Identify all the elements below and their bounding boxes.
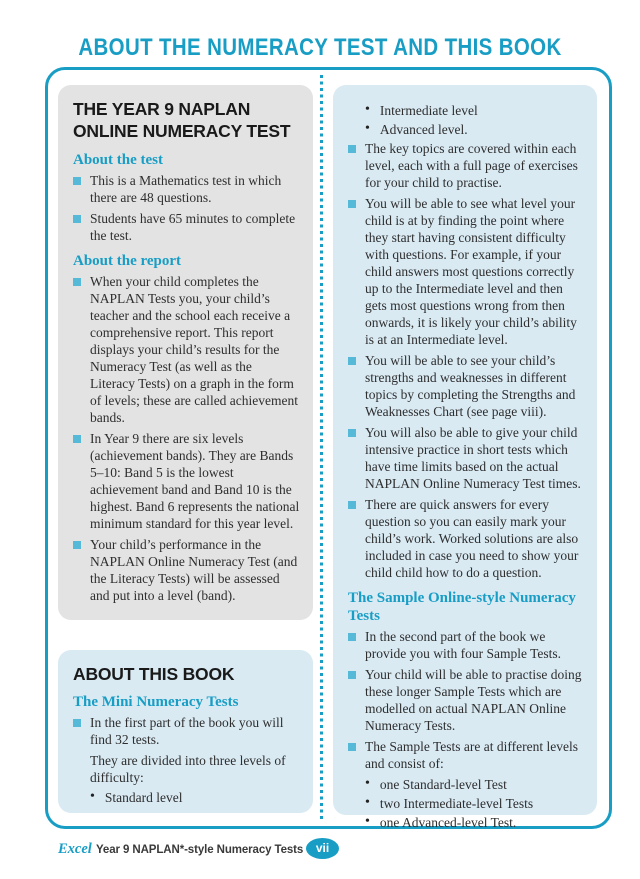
round-bullet-item — [365, 102, 584, 119]
square-bullet-icon — [348, 743, 356, 751]
bullet-text: two Intermediate-level Tests — [379, 796, 534, 811]
square-bullet-icon — [348, 429, 356, 437]
bullet-text: Intermediate level — [379, 103, 478, 118]
bullet-text: This is a Mathematics test in which there are 48 questions. — [90, 172, 282, 205]
bullet-text: Students have 65 minutes to complete the test. — [90, 210, 296, 243]
square-bullet-item — [73, 714, 300, 748]
panel-about-book-content — [73, 693, 300, 806]
square-bullet-item — [348, 496, 584, 581]
bullet-text: The key topics are covered within each level, each with a full page of exercises for your child to practise. — [365, 141, 578, 190]
panel-right-column-content — [348, 102, 584, 831]
panel-heading-naplan-test: THE YEAR 9 NAPLAN ONLINE NUMERACY TEST — [73, 99, 291, 142]
square-bullet-item — [73, 172, 300, 206]
bullet-text: The Sample Tests are at different levels and consist of: — [365, 739, 578, 771]
page-title: ABOUT THE NUMERACY TEST AND THIS BOOK — [78, 33, 562, 61]
square-bullet-item — [348, 140, 584, 191]
bullet-text: You will be able to see your child’s strengths and weaknesses in different topics by completing the Strengths and Weaknesses Chart (see page viii). — [365, 353, 576, 419]
square-bullet-icon — [73, 435, 81, 443]
square-bullet-item — [348, 738, 584, 772]
bullet-text: In the first part of the book you will find 32 tests. — [90, 715, 284, 748]
square-bullet-item — [348, 195, 584, 348]
bullet-text: Standard level — [104, 790, 183, 806]
bullet-text: You will also be able to give your child intensive practice in short tests which have time limits based on the actual NAPLAN Online Numeracy Test times. — [365, 425, 581, 491]
round-bullet-icon: • — [90, 789, 95, 805]
square-bullet-icon — [73, 541, 81, 549]
panel-naplan-test-content — [73, 151, 300, 604]
square-bullet-item — [73, 273, 300, 426]
square-bullet-icon — [73, 278, 81, 286]
square-bullet-icon — [348, 633, 356, 641]
round-bullet-icon: • — [365, 776, 370, 791]
panel-about-this-book — [58, 650, 313, 813]
round-bullet-item — [90, 789, 300, 806]
round-bullet-item — [365, 795, 584, 812]
round-bullet-item — [365, 814, 584, 831]
square-bullet-icon — [348, 200, 356, 208]
dotted-column-divider — [320, 75, 323, 821]
bullet-text: Your child will be able to practise doing these longer Sample Tests which are modelled on actual NAPLAN Online Numeracy Tests. — [365, 667, 582, 733]
square-bullet-icon — [348, 357, 356, 365]
square-bullet-item — [73, 536, 300, 604]
section-subheading: About the report — [73, 252, 182, 269]
bullet-text: Your child’s performance in the NAPLAN Online Numeracy Test (and the Literacy Tests) will be assessed and put into a level (band). — [90, 536, 298, 603]
section-subheading: About the test — [73, 151, 163, 168]
bullet-text: Advanced level. — [379, 122, 468, 137]
round-bullet-icon: • — [365, 814, 370, 829]
section-subheading: The Sample Online-style Numeracy Tests — [348, 590, 576, 624]
square-bullet-icon — [348, 671, 356, 679]
square-bullet-icon — [73, 177, 81, 185]
round-bullet-icon: • — [365, 102, 370, 117]
page-number-badge: vii — [306, 838, 339, 859]
square-bullet-icon — [348, 145, 356, 153]
square-bullet-icon — [348, 501, 356, 509]
bullet-text: There are quick answers for every question so you can easily mark your child’s work. Worked solutions are also included in case you need to show your child child how to do a question. — [365, 497, 579, 580]
section-subheading: The Mini Numeracy Tests — [73, 694, 239, 711]
continuation-text: They are divided into three levels of difficulty: — [90, 753, 286, 786]
panel-heading-about-book: ABOUT THIS BOOK — [73, 664, 235, 684]
square-bullet-item — [348, 352, 584, 420]
bullet-text: In Year 9 there are six levels (achievement bands). They are Bands 5–10: Band 5 is the lowest achievement band and Band 10 is the highest. Band 6 represents the national minimum standard for this year level. — [90, 430, 300, 531]
bullet-text: You will be able to see what level your child is at by finding the point where they start having consistent difficulty with questions. For example, if your child answers most questions correctly up to the Intermediate level and then gets most questions wrong from then onwards, it is likely your child’s ability is at an Intermediate level. — [365, 196, 577, 347]
excel-brand-logo: Excel — [58, 841, 92, 857]
square-bullet-item — [348, 628, 584, 662]
square-bullet-item — [348, 424, 584, 492]
footer-book-title: Year 9 NAPLAN*-style Numeracy Tests — [96, 844, 304, 856]
panel-naplan-online-test — [58, 85, 313, 620]
bullet-text: one Advanced-level Test. — [379, 815, 517, 830]
panel-right-column — [333, 85, 597, 830]
round-bullet-item — [365, 121, 584, 138]
round-bullet-icon: • — [365, 121, 370, 136]
round-bullet-item — [365, 776, 584, 793]
square-bullet-item — [73, 430, 300, 532]
bullet-text: one Standard-level Test — [379, 777, 507, 792]
page-footer — [0, 836, 640, 866]
bullet-text: When your child completes the NAPLAN Tests you, your child’s teacher and the school each receive a comprehensive report. This report displays your child’s results for the Numeracy Test (as well as the Literacy Tests) on a graph in the form of levels; these are called achievement bands. — [90, 273, 299, 425]
bullet-text: In the second part of the book we provide you with four Sample Tests. — [365, 629, 562, 661]
square-bullet-icon — [73, 719, 81, 727]
square-bullet-item — [73, 210, 300, 244]
square-bullet-icon — [73, 215, 81, 223]
square-bullet-item — [348, 666, 584, 734]
round-bullet-icon: • — [365, 795, 370, 810]
content-frame — [45, 67, 612, 829]
